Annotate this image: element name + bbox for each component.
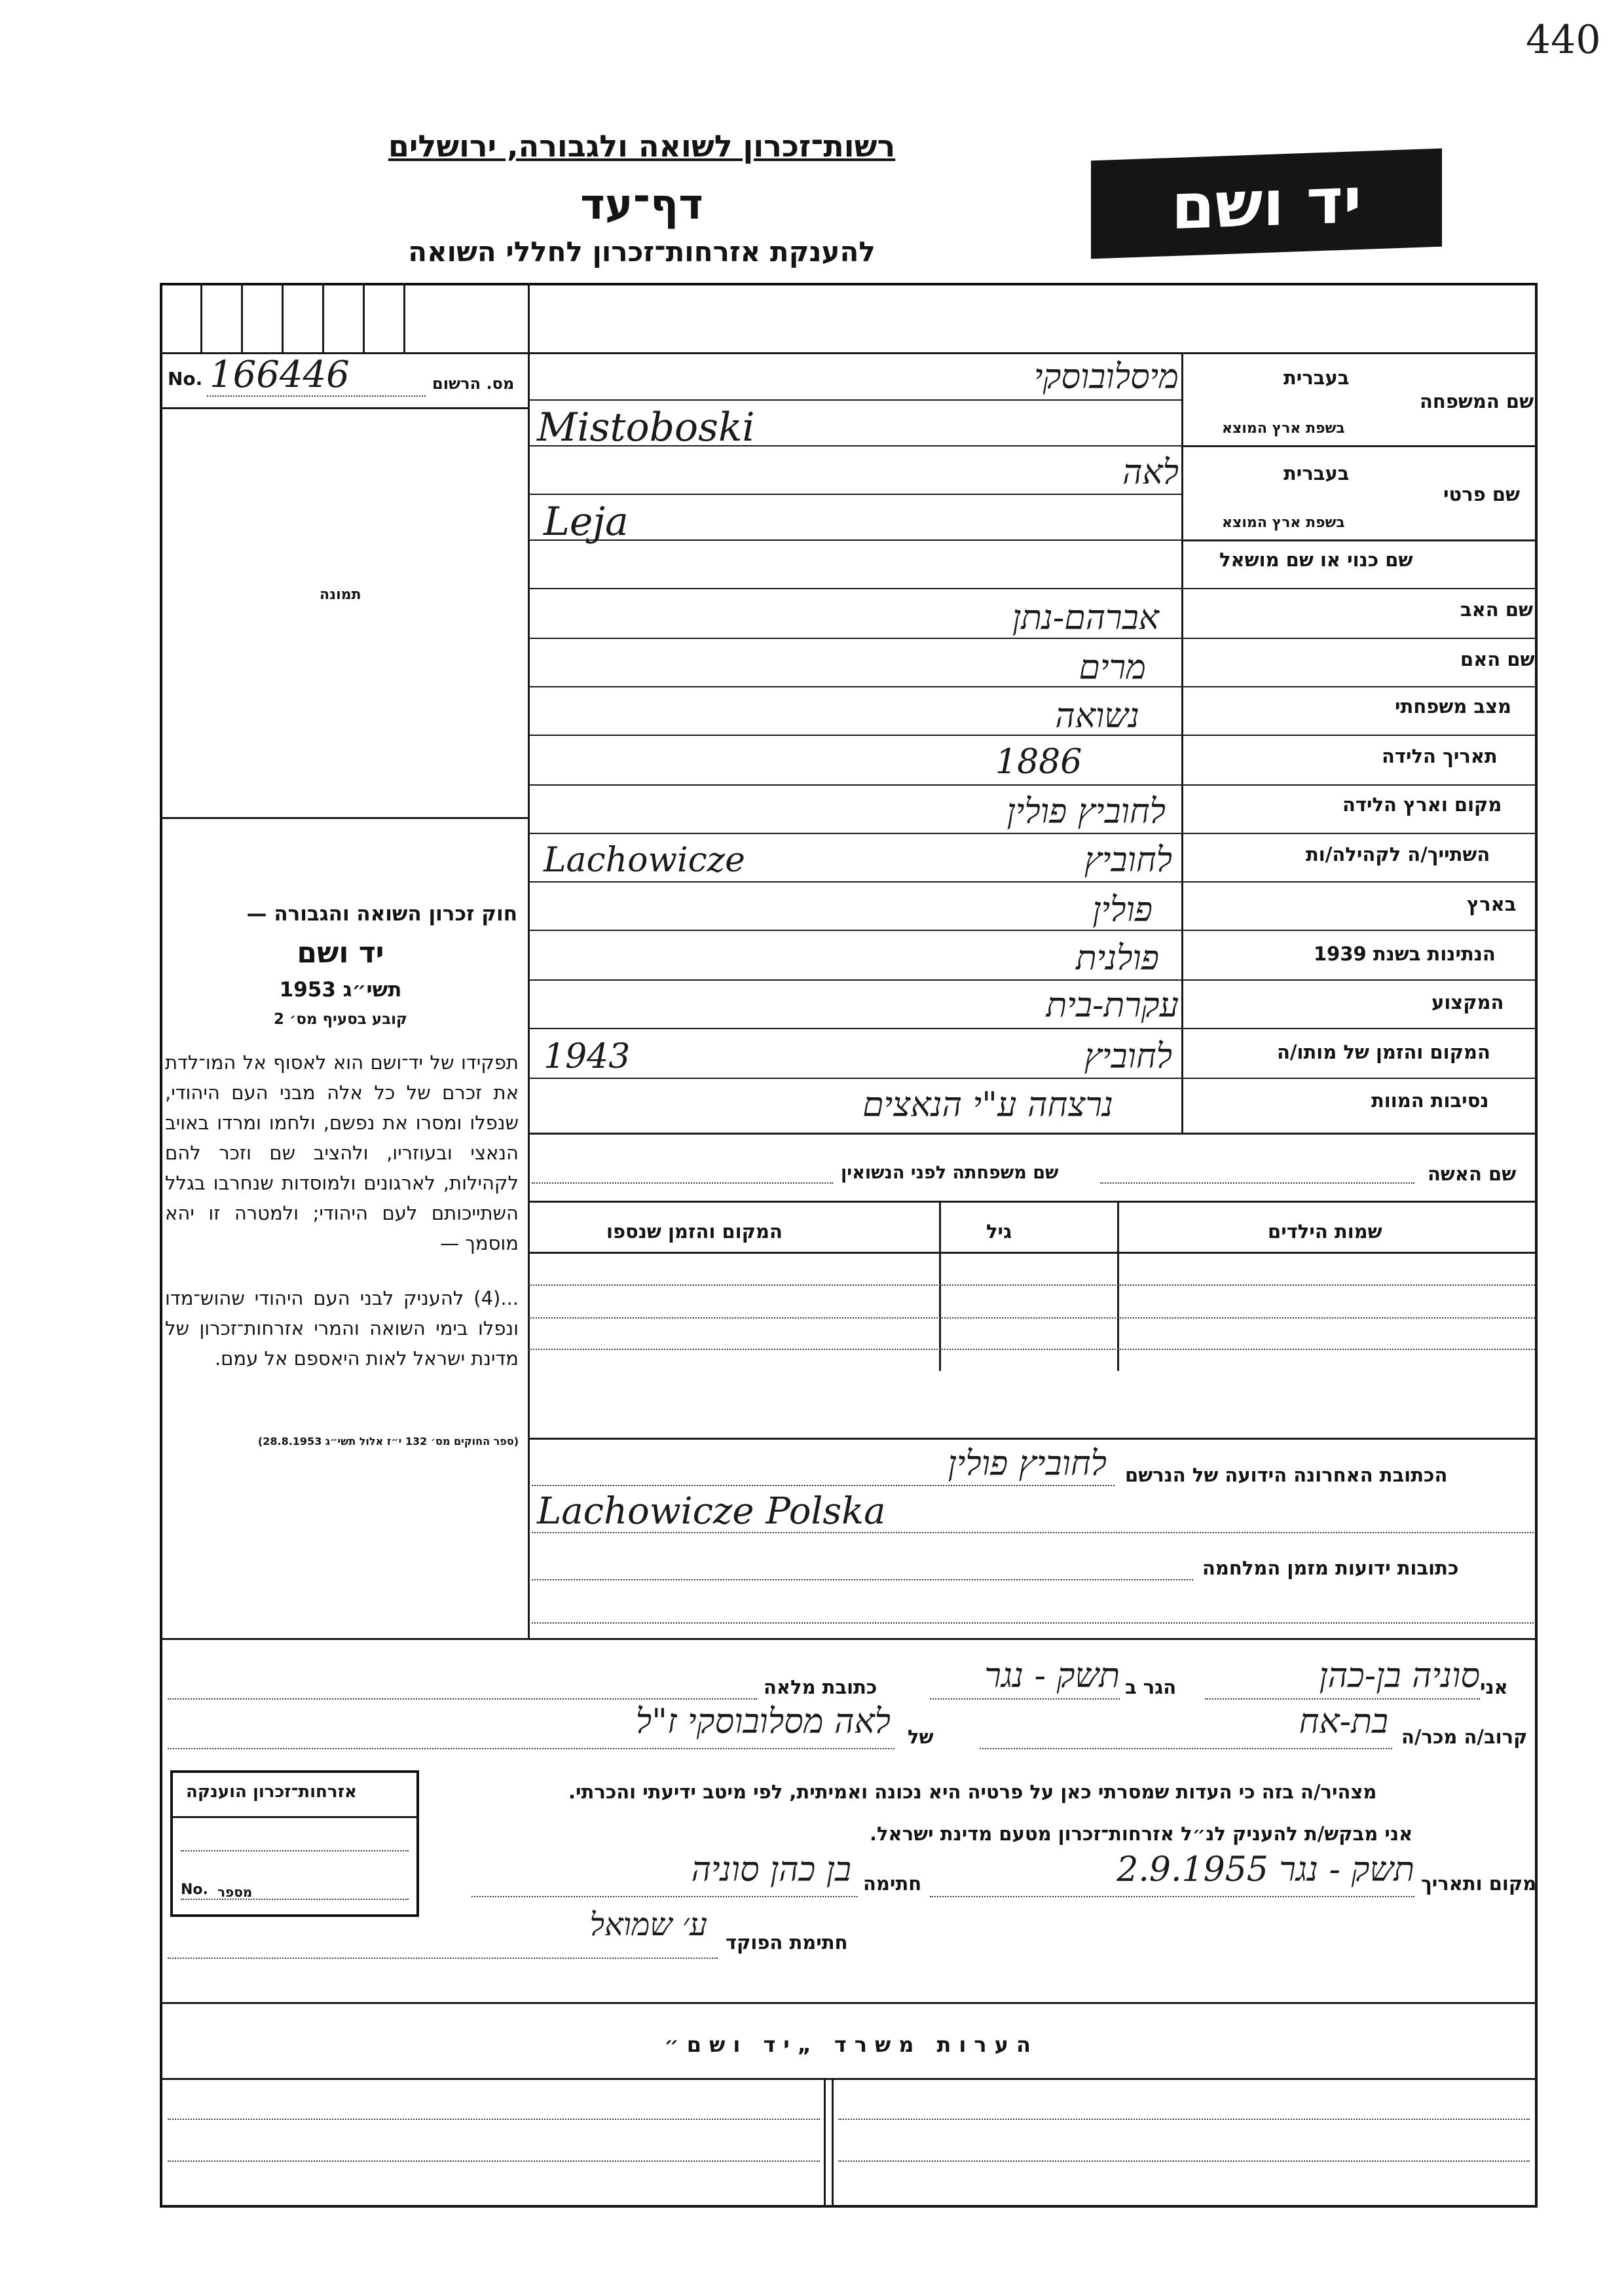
citizenship-label: הנתינות בשנת 1939 — [1314, 943, 1496, 965]
wartime-address-label: כתובות ידועות מזמן המלחמה — [1202, 1557, 1459, 1579]
declarant-name-value: סוניה בן-כהן — [1319, 1656, 1480, 1696]
last-address-label: הכתובת האחרונה הידועה של הנרשם — [1125, 1464, 1448, 1486]
marital-value: נשואה — [1055, 697, 1139, 736]
death-place-value: לחוביץ — [1084, 1037, 1172, 1076]
declarant-i-label: אני — [1480, 1676, 1508, 1698]
place-date-value: תשק - נגר 2.9.1955 — [1116, 1850, 1414, 1889]
form-subtitle: להענקת אזרחות־זכרון לחללי השואה — [408, 236, 876, 268]
resident-label: הגר ב — [1125, 1676, 1177, 1698]
mother-label: שם האם — [1460, 648, 1535, 670]
community-label: השתייך/ה לקהילה/ות — [1306, 843, 1490, 866]
family-name-label: שם המשפחה — [1420, 390, 1534, 412]
death-circumstances-value: נרצחה ע"י הנאצים — [862, 1085, 1113, 1125]
origin-language-label-2: בשפת ארץ המוצא — [1222, 515, 1345, 531]
authority-title: רשות־זכרון לשואה ולגבורה, ירושלים — [388, 128, 896, 164]
profession-value: עקרת-בית — [1046, 986, 1179, 1025]
declaration-statement-2: אני מבקש/ת להעניק לנ״ל אזרחות־זכרון מטעם מדינת ישראל. — [870, 1823, 1413, 1845]
death-place-label: המקום והזמן של מותו/ה — [1277, 1041, 1490, 1063]
law-text-2: ...(4) להעניק לבני העם היהודי שהוש־מדו ונפלו בימי השואה והמרי אזרחות־זכרון של מדינת ישראל לאות היאספם אל עמם. — [165, 1287, 519, 1370]
relation-value: בת-אח — [1299, 1702, 1388, 1741]
age-header: גיל — [986, 1220, 1012, 1243]
death-year-value: 1943 — [544, 1037, 631, 1076]
wife-label: שם האשה — [1428, 1163, 1517, 1185]
yad-vashem-logo: יד ושם — [1091, 149, 1442, 259]
children-table — [528, 1201, 1538, 1371]
of-label: של — [908, 1726, 934, 1748]
last-address-hebrew-value: לחוביץ פולין — [948, 1444, 1107, 1484]
father-value: אברהם-נתן — [1012, 598, 1159, 638]
form-title: דף־עד — [580, 181, 703, 229]
registration-number: 166446 — [210, 354, 350, 396]
registration-label: מס. הרשום — [432, 374, 515, 393]
law-title: חוק זכרון השואה והגבורה — — [246, 902, 517, 926]
children-names-header: שמות הילדים — [1268, 1220, 1382, 1243]
full-address-label: כתובת מלאה — [764, 1676, 877, 1698]
signature-label: חתימה — [863, 1872, 922, 1895]
birthdate-value: 1886 — [995, 742, 1082, 782]
law-year: תשי״ג 1953 — [279, 978, 402, 1002]
death-circumstances-label: נסיבות המוות — [1371, 1089, 1489, 1112]
relation-label: קרוב/ה מכר/ה — [1401, 1726, 1528, 1748]
law-citation: (ספר החוקים מס׳ 132 י״ז אלול תשי״ג 28.8.1953) — [257, 1435, 519, 1448]
citizenship-no-label: No. — [181, 1882, 208, 1898]
family-name-hebrew-value: מיסלובוסקי — [1033, 357, 1179, 397]
page-stamp-number: 440 — [1526, 17, 1601, 63]
declaration-statement-1: מצהיר/ה בזה כי העדות שמסרתי כאן על פרטיה היא נכונה ואמיתית, לפי מיטב ידיעתי והכרתי. — [568, 1781, 1377, 1803]
in-hebrew-label-2: בעברית — [1283, 462, 1350, 484]
law-text-1: תפקידו של יד־ושם הוא לאסוף אל המו־לדת את זכרם של כל אלה מבני העם היהודי, שנפלו ומסרו את נפשם, ולחמו ומרדו באויב הנאצי ובעוזריו, ולהציב שם וזכר להם לקהילות, לארגונים ולמוסדות שנחרבו בגלל השתייכותם לעם היהודי; ולמטרה זו יהא מוסמך — — [165, 1051, 519, 1254]
nickname-label: שם כנוי או שם מושאל — [1219, 549, 1413, 571]
given-name-hebrew-value: לאה — [1122, 453, 1179, 492]
citizenship-number-label: מספר — [217, 1884, 253, 1900]
mother-value: מרים — [1079, 648, 1146, 687]
maiden-name-label: שם משפחתה לפני הנשואין — [841, 1163, 1059, 1183]
citizenship-granted-box — [170, 1770, 419, 1917]
country-label: בארץ — [1467, 893, 1517, 915]
photo-label: תמונה — [320, 587, 361, 603]
officer-signature-value: ע׳ שמואל — [589, 1906, 707, 1943]
community-hebrew-value: לחוביץ — [1084, 841, 1172, 880]
remarks-title: הערות משרד „יד ושם״ — [664, 2032, 1039, 2057]
registration-no-prefix: No. — [168, 368, 203, 390]
father-label: שם האב — [1460, 598, 1534, 621]
birthplace-label: מקום וארץ הלידה — [1342, 793, 1502, 816]
of-value: לאה מסלובוסקי ז"ל — [635, 1702, 891, 1741]
officer-signature-label: חתימת הפוקד — [726, 1931, 848, 1954]
citizenship-granted-title: אזרחות־זכרון הוענקה — [186, 1782, 357, 1802]
family-name-origin-value: Mistoboski — [537, 405, 755, 450]
given-name-origin-value: Leja — [544, 499, 629, 545]
marital-label: מצב משפחתי — [1395, 695, 1512, 718]
country-value: פולין — [1092, 890, 1153, 930]
community-latin-value: Lachowicze — [544, 841, 745, 880]
law-name: יד ושם — [297, 936, 384, 970]
birthdate-label: תאריך הלידה — [1382, 745, 1498, 767]
last-address-latin-value: Lachowicze Polska — [537, 1490, 886, 1533]
given-name-label: שם פרטי — [1443, 483, 1521, 505]
in-hebrew-label-1: בעברית — [1283, 367, 1350, 389]
profession-label: המקצוע — [1431, 991, 1504, 1013]
resident-place-value: תשק - נגר — [984, 1656, 1120, 1696]
citizenship-value: פולנית — [1075, 939, 1159, 978]
code-boxes — [160, 283, 528, 352]
law-clause: קובע בסעיף מס׳ 2 — [274, 1011, 407, 1028]
origin-language-label-1: בשפת ארץ המוצא — [1222, 420, 1345, 437]
place-date-label: מקום ותאריך — [1421, 1872, 1537, 1895]
birthplace-value: לחוביץ פולין — [1006, 792, 1166, 831]
signature-value: בן כהן סוניה — [691, 1850, 851, 1889]
children-death-header: המקום והזמן שנספו — [606, 1220, 783, 1243]
